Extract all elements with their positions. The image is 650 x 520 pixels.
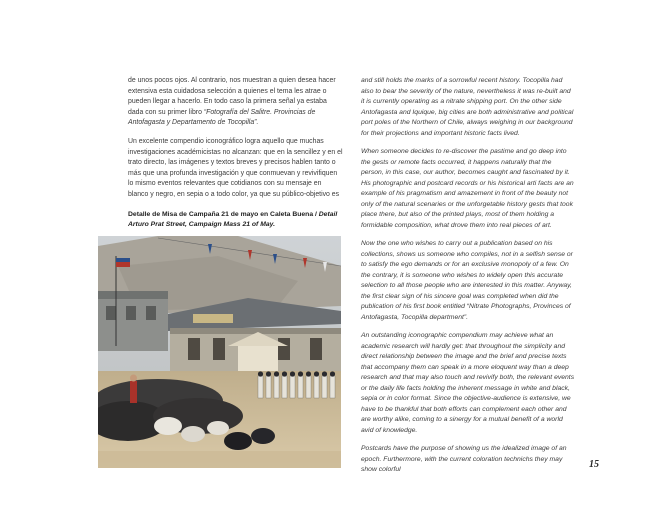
caption-spanish: Detalle de Misa de Campaña 21 de mayo en Caleta Buena / <box>128 211 319 218</box>
historic-photo <box>98 236 341 468</box>
right-paragraph-5: Postcards have the purpose of showing us the idealized image of an epoch. Furthermore, with the current coloration technichs they may show colorful <box>361 445 567 473</box>
page-number: 15 <box>589 459 599 470</box>
book-title: “Fotografía del Salitre. Provincias de Antofagasta y Departamento de Tocopilla”. <box>128 108 316 127</box>
right-paragraph-2: When someone decides to re-discover the pastime and go deep into the gests or remote facts occurred, it happens naturally that the person, in this case, our author, becomes caught and fascinated by it. His photographic and postcard records or his historical arti facts are an example of his pragmatism and amazement in front of the beauty not only of the natural scenaries or the unforgetable history gests that took place there, but also of the printed plays, most of them holding a formidable composition, what drove them into real pieces of art. <box>361 148 574 229</box>
caption-english: Detail Arturo Prat Street, Campaign Mass 21 of May. <box>128 211 338 228</box>
right-paragraph-4: An outstanding iconographic compendium may achieve what an academic research will hardly get: that throughout the simplicity and direct relationship between the image and the brief and precise texts that accompany them can speak in a more eloquent way than a deep research and that may also touch and revivify both, the relevant events or the daily life facts holding the inherent message in white and black, sepia or in color format. Since the objective-audience is extensive, we have to be thankful that both efforts can complement each other and are worthy alike, coming to a sinergy for a mutual benefit of a world avid of knowledge. <box>361 332 575 434</box>
left-paragraph-1-text: de unos pocos ojos. Al contrario, nos muestran a quien desea hacer extensiva esta cuidadosa selección a quienes el tema les atrae o pueden llegar a hacerlo. En todo caso la primera señal ya estaba dada con su primer libro <box>128 77 336 116</box>
photo-illustration <box>98 236 341 468</box>
right-paragraph-3: Now the one who wishes to carry out a publication based on his collections, shows us someone who compiles, not in a selfish sense or to satisfy the ego demands or for an exclusive monopoly of a few. On the contrary, it is someone who wishes to widely open this accurate selection to all those people who are interested in this matter. Anyway, the first clear sign of his sincere goal was completed when did the publication of his first book entitled “Nitrate Photographs, Provinces of Antofagasta, Tocopilla department”. <box>361 240 573 321</box>
right-column <box>361 76 575 484</box>
left-column <box>128 76 343 209</box>
left-paragraph-2: Un excelente compendio iconográfico logra aquello que muchas investigaciones académicistas no alcanzan: que en la sencillez y en el trato directo, las imágenes y textos breves y precisos hablen tanto o más que una profunda investigación y que conmuevan y revivifiquen lo mismo eventos relevantes que cotidianos con su mensaje en blanco y negro, en sepia o a todo color, ya que su público-objetivo es <box>128 137 343 198</box>
right-paragraph-1: and still holds the marks of a sorrowful recent history. Tocopilla had also to bear the severity of the nature, nevertheless it was re-built and it is currently operating as a nitrate shipping port. On the other side Antofagasta and Iquique, big cities are both administrative and political port poles of the Northern of Chile, always weighing in our background for their projections and important historic facts lived. <box>361 77 574 137</box>
photo-caption <box>128 210 343 230</box>
left-paragraph-1 <box>128 76 343 129</box>
